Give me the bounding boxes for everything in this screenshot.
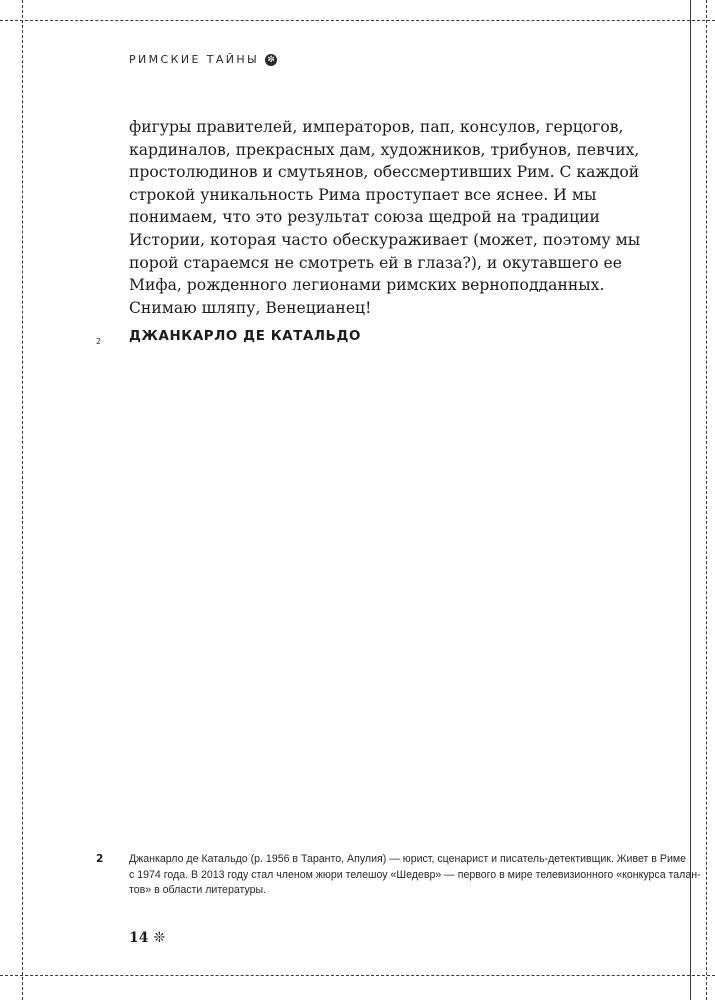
- footnote-text: [129, 852, 701, 899]
- running-head-title: РИМСКИЕ ТАЙНЫ: [129, 53, 260, 66]
- footnote-line: Джанкарло де Катальдо (р. 1956 в Таранто, Апулия) — юрист, сценарист и писатель-детективщик. Живет в Риме: [129, 853, 687, 865]
- footnote-number: 2: [96, 853, 104, 865]
- body-line: порой стараемся не смотреть ей в глаза?), и окутавшего ее: [129, 253, 622, 272]
- author-signature: ДЖАНКАРЛО ДЕ КАТАЛЬДО: [129, 329, 361, 344]
- crop-mark-left: [22, 0, 23, 1000]
- footnote-line: тов» в области литературы.: [129, 884, 267, 897]
- body-line: Мифа, рожденного легионами римских верноподданных.: [129, 276, 605, 295]
- rosette-icon: ✼: [265, 54, 277, 66]
- body-line: простолюдинов и смутьянов, обессмертивших Рим. С каждой: [129, 163, 640, 182]
- page-number: 14: [129, 930, 149, 946]
- running-head: [129, 53, 277, 66]
- ornament-icon: ❊: [153, 930, 166, 946]
- body-paragraph: [129, 116, 641, 319]
- body-line: кардиналов, прекрасных дам, художников, трибунов, певчих,: [129, 140, 640, 159]
- body-line: фигуры правителей, императоров, пап, консулов, герцогов,: [129, 118, 624, 136]
- body-line: Истории, которая часто обескураживает (может, поэтому мы: [129, 230, 641, 249]
- crop-mark-right: [706, 0, 707, 1000]
- page-edge-right: [690, 0, 691, 1000]
- footnote: [96, 852, 701, 899]
- body-line: понимаем, что это результат союза щедрой на традиции: [129, 208, 600, 227]
- body-line: строкой уникальность Рима проступает все яснее. И мы: [129, 185, 597, 204]
- footnote-reference-marker[interactable]: 2: [96, 337, 102, 346]
- crop-mark-top: [0, 20, 715, 21]
- body-line: Снимаю шляпу, Венецианец!: [129, 298, 372, 317]
- crop-mark-bottom: [0, 975, 715, 976]
- footnote-line: с 1974 года. В 2013 году стал членом жюри телешоу «Шедевр» — первого в мире телевизионного «конкурса талан-: [129, 868, 701, 881]
- folio: [129, 930, 165, 946]
